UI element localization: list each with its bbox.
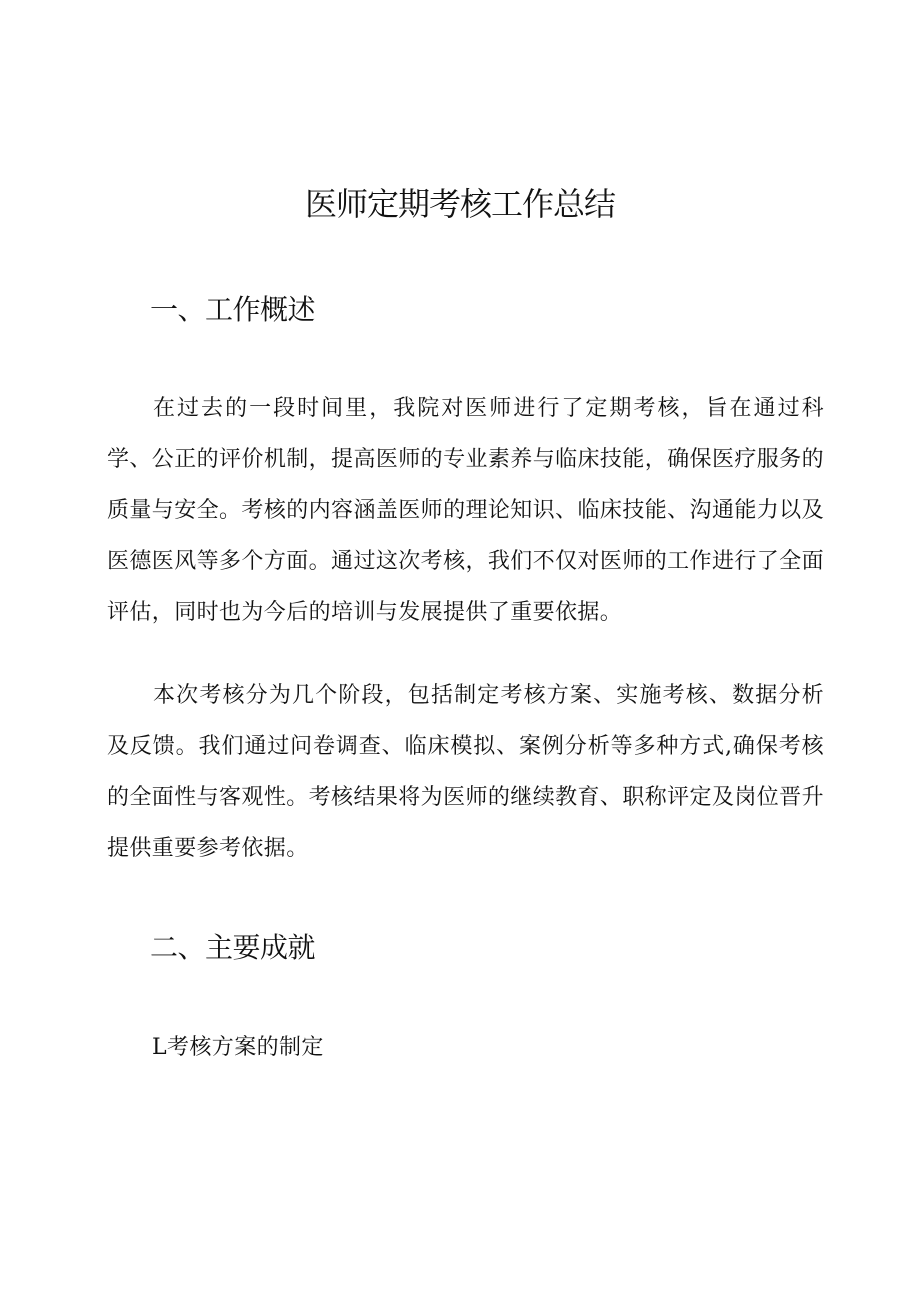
paragraph-overview-2: 本次考核分为几个阶段，包括制定考核方案、实施考核、数据分析及反馈。我们通过问卷调查、临床模拟、案例分析等多种方式,确保考核的全面性与客观性。考核结果将为医师的继续教育、职称评定及岗位晋升提供重要参考依据。: [107, 683, 824, 861]
section-heading-achievements: 二、主要成就: [150, 931, 316, 964]
paragraph-overview-1: 在过去的一段时间里，我院对医师进行了定期考核，旨在通过科学、公正的评价机制，提高医师的专业素养与临床技能，确保医疗服务的质量与安全。考核的内容涵盖医师的理论知识、临床技能、沟通能力以及医德医风等多个方面。通过这次考核，我们不仅对医师的工作进行了全面评估，同时也为今后的培训与发展提供了重要依据。: [107, 396, 824, 625]
subheading-plan-formulation: L考核方案的制定: [152, 1035, 324, 1060]
section-heading-overview: 一、工作概述: [150, 293, 316, 326]
document-title: 医师定期考核工作总结: [304, 185, 615, 223]
